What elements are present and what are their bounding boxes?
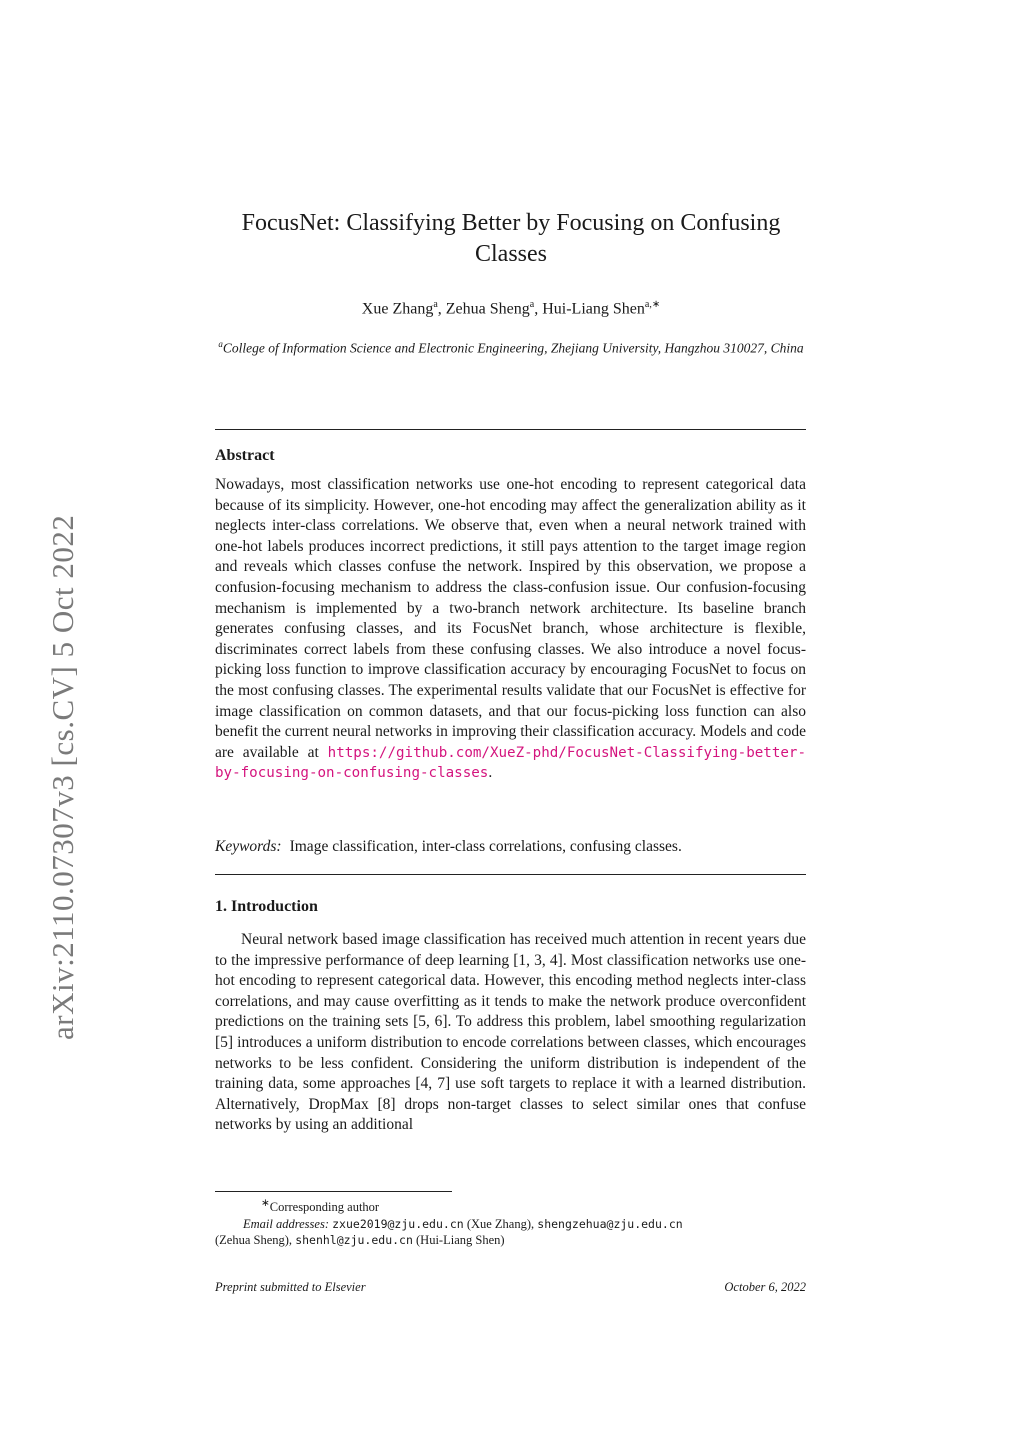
footer-preprint-note: Preprint submitted to Elsevier [215,1280,366,1294]
footnote-divider [215,1191,452,1192]
email-address[interactable]: shenhl@zju.edu.cn [295,1233,413,1248]
page-footer [215,1280,806,1295]
paper-title: FocusNet: Classifying Better by Focusing on Confusing Classes [241,210,781,267]
arxiv-sidebar-identifier: arXiv:2110.07307v3 [cs.CV] 5 Oct 2022 [45,514,80,1040]
affiliation [215,336,807,357]
email-address[interactable]: shengzehua@zju.edu.cn [537,1216,683,1231]
abstract-text: Nowadays, most classification networks use one-hot encoding to represent categorical data because of its simplicity. However, one-hot encoding may affect the generalization ability as it neglects inter-class correlations. We observe that, even when a neural network trained with one-hot labels produces incorrect predictions, it still pays attention to the target image region and reveals which classes confuse the network. Inspired by this observation, we propose a confusion-focusing mechanism to address the class-confusion issue. Our confusion-focusing mechanism is implemented by a two-branch network architecture. Its baseline branch generates confusing classes, and its FocusNet branch, whose architecture is flexible, discriminates correct labels from these confusing classes. We also introduce a novel focus-picking loss function to improve classification accuracy by encouraging FocusNet to focus on the most confusing classes. The experimental results validate that our FocusNet is effective for image classification on common datasets, and that our focus-picking loss function can also benefit the current neural networks in improving their classification accuracy. Models and code are available at [215,476,806,761]
abstract-body [215,475,806,784]
email-owner: (Hui-Liang Shen) [416,1233,505,1248]
email-owner: (Xue Zhang), [466,1216,535,1231]
affiliation-text: College of Information Science and Electronic Engineering, Zhejiang University, Hangzhou 310027, China [222,340,804,356]
abstract-end: . [488,764,493,782]
author-affiliation-mark: a [433,299,438,310]
code-repository-link[interactable]: https://github.com/XueZ-phd/FocusNet-Classifying-better-by-focusing-on-confusing-classes [215,744,806,782]
footnote-mark: ∗ [261,1198,270,1209]
author-list: Xue Zhang$^a$, Zehua Sheng$^a$, Hui-Liang Shen$^{a,∗}$ [361,299,661,318]
author-name: Zehua Sheng [445,300,530,318]
corresponding-author-note: Corresponding author [269,1200,380,1215]
affiliation-mark: a [218,339,223,349]
keywords [215,838,806,856]
keywords-label: Keywords: [215,838,282,855]
introduction-body: Neural network based image classification has received much attention in recent years due to the impressive performance of deep learning [1, 3, 4]. Most classification networks use one-hot encoding to represent categorical data. However, this encoding method neglects inter-class correlations, and may cause overfitting as it tends to make the network produce overconfident predictions on the training sets [5, 6]. To address this problem, label smoothing regularization [5] introduces a uniform distribution to encode correlations between classes, which encourages networks to be less confident. Considering the uniform distribution is independent of the training data, some approaches [4, 7] use soft targets to replace it with a learned distribution. Alternatively, DropMax [8] drops non-target classes to select similar ones that confuse networks by using an additional [215,931,806,1134]
abstract-heading: Abstract [215,447,275,464]
email-owner: (Zehua Sheng), [215,1233,293,1248]
author-affiliation-mark: a [529,299,535,310]
divider-top [215,429,806,430]
author-name: Hui-Liang Shen [542,300,645,318]
author-name: Xue Zhang [361,300,434,318]
email-address[interactable]: zxue2019@zju.edu.cn [332,1216,464,1231]
keywords-text: Image classification, inter-class correlations, confusing classes. [289,838,682,855]
footnote [215,1196,806,1249]
divider-bottom [215,874,806,875]
email-label: Email addresses: [243,1216,329,1231]
author-affiliation-mark: a,∗ [644,299,661,310]
section-heading-introduction: 1. Introduction [215,898,318,915]
footer-date: October 6, 2022 [724,1280,806,1294]
